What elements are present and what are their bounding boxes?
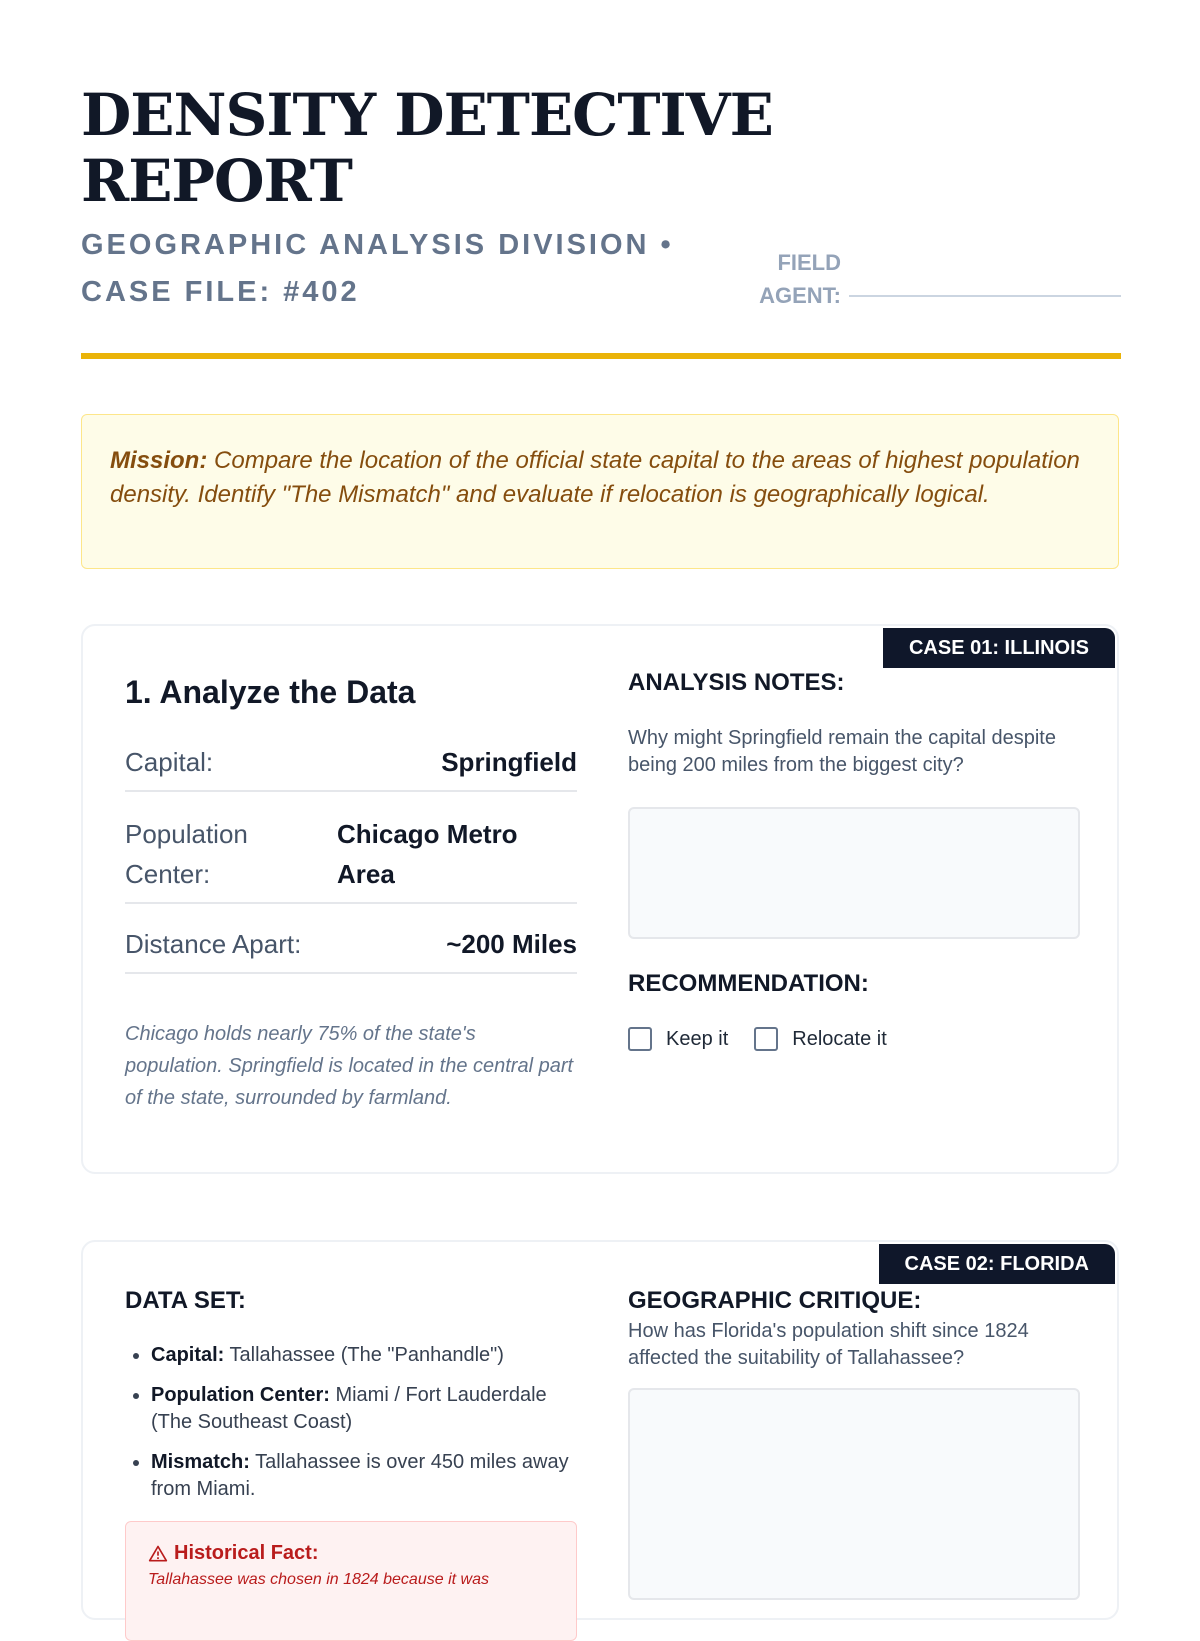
analysis-notes-label: ANALYSIS NOTES:: [628, 669, 845, 696]
item-value: Tallahassee (The "Panhandle"): [229, 1344, 504, 1366]
item-value: Miami / Fort Lauderdale (The Southeast Coast): [151, 1384, 547, 1433]
data-set-panel: [125, 1286, 577, 1641]
recommendation-label: RECOMMENDATION:: [628, 970, 869, 997]
row-value: ~200 Miles: [446, 929, 577, 959]
case-tag: CASE 02: FLORIDA: [879, 1244, 1115, 1284]
field-agent-input-line[interactable]: [849, 295, 1121, 297]
warning-icon: [148, 1544, 168, 1564]
critique-panel: [628, 1286, 1080, 1600]
item-key: Mismatch:: [151, 1451, 250, 1473]
row-value: Springfield: [441, 747, 577, 777]
case-note: Chicago holds nearly 75% of the state's population. Springfield is located in the central part of the state, surrounded by farmland.: [125, 1023, 574, 1109]
case-card-florida: [81, 1240, 1119, 1620]
historical-fact-callout: [125, 1521, 577, 1641]
analysis-panel: [628, 668, 1080, 1051]
analysis-notes-input[interactable]: [628, 807, 1080, 939]
relocate-it-checkbox[interactable]: [754, 1027, 887, 1051]
mission-label: Mission:: [110, 447, 208, 474]
mission-text: Compare the location of the official state capital to the areas of highest population density. Identify "The Mismatch" and evaluate if relocation is geographically logical.: [110, 447, 1080, 508]
checkbox-label: Relocate it: [792, 1027, 887, 1050]
list-item: [151, 1342, 577, 1369]
field-agent-label: FIELD AGENT:: [759, 250, 841, 308]
list-item: [151, 1382, 577, 1436]
item-key: Population Center:: [151, 1384, 330, 1406]
row-key: Distance Apart:: [125, 929, 302, 959]
critique-answer-input[interactable]: [628, 1388, 1080, 1600]
checkbox-label: Keep it: [666, 1027, 729, 1050]
fact-text: Tallahassee was chosen in 1824 because it was: [148, 1571, 489, 1588]
row-value: Chicago Metro Area: [337, 819, 518, 889]
data-row-capital: [125, 742, 577, 792]
critique-label: GEOGRAPHIC CRITIQUE:: [628, 1287, 922, 1314]
data-set-label: DATA SET:: [125, 1287, 246, 1314]
case-tag: CASE 01: ILLINOIS: [883, 628, 1115, 668]
item-key: Capital:: [151, 1344, 225, 1366]
row-key: Population Center:: [125, 819, 248, 889]
fact-label: Historical Fact:: [174, 1542, 319, 1564]
analyze-panel: [125, 672, 577, 1114]
keep-it-checkbox[interactable]: [628, 1027, 728, 1051]
critique-question: How has Florida's population shift since 1824 affected the suitability of Tallahassee?: [628, 1320, 1029, 1369]
data-set-list: [125, 1342, 577, 1503]
data-row-population-center: [125, 814, 577, 904]
item-value: Tallahassee is over 450 miles away from Miami.: [151, 1451, 569, 1500]
checkbox-icon: [628, 1027, 652, 1051]
page-title: DENSITY DETECTIVE REPORT: [81, 81, 773, 215]
page-subtitle: GEOGRAPHIC ANALYSIS DIVISION • CASE FILE: #402: [81, 229, 674, 308]
case-card-illinois: [81, 624, 1119, 1174]
data-row-distance: [125, 924, 577, 974]
fact-heading: [148, 1542, 554, 1565]
analysis-question: Why might Springfield remain the capital despite being 200 miles from the biggest city?: [628, 727, 1056, 776]
list-item: [151, 1449, 577, 1503]
recommendation-options: [628, 1027, 1080, 1051]
checkbox-icon: [754, 1027, 778, 1051]
row-key: Capital:: [125, 747, 214, 777]
analyze-heading: 1. Analyze the Data: [125, 674, 416, 710]
header-divider: [81, 353, 1121, 359]
mission-callout: [81, 414, 1119, 569]
